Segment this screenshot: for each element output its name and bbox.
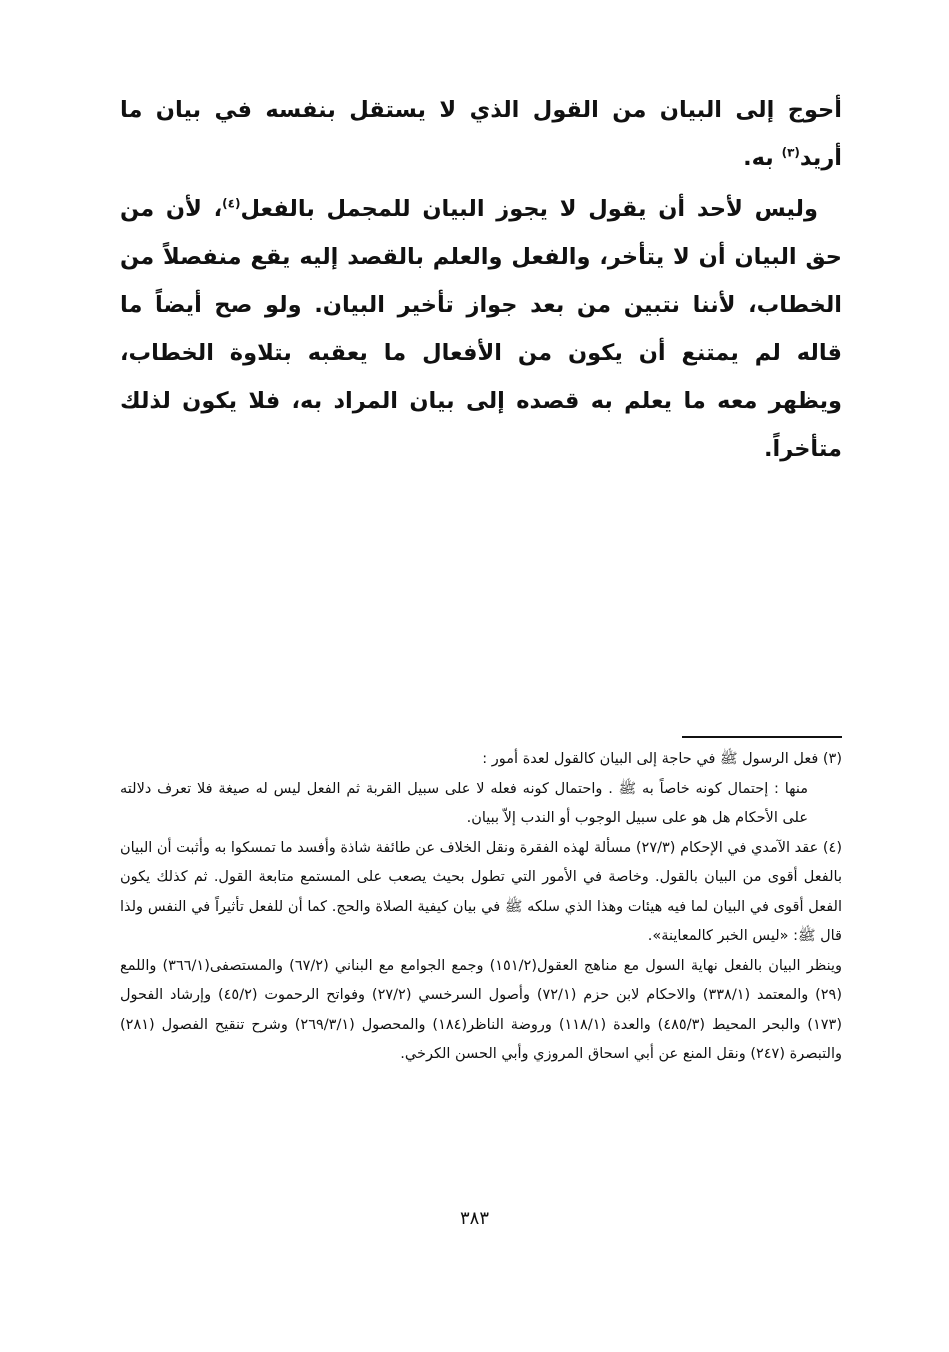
main-body-text [120,86,842,476]
paragraph-2 [120,185,842,473]
footnote-ref-3: (٣) [781,145,800,160]
footnote-separator [682,736,842,738]
footnote-4-body: (٤) عقد الآمدي في الإحكام (٢٧/٣) مسألة لهذه الفقرة ونقل الخلاف عن طائفة شاذة وأفسد ما تمسكوا به وأثبت أن البيان بالفعل أقوى من البيان بالقول. وخاصة في الأمور التي تطول بحيث يصعب على المستمع متابعة القول. ثم كذلك يكون الفعل أقوى في البيان لما فيه هيئات وهذا الذي سلكه ﷺ في بيان كيفية الصلاة والحج. كما أن للفعل تأثيراً في النفس ولذا قال ﷺ: «ليس الخبر كالمعاينة». [120,839,842,944]
footnotes-section [120,745,842,1070]
paragraph-1-end: به. [743,145,782,171]
paragraph-1 [120,86,842,182]
page-number: ٣٨٣ [459,1208,489,1229]
paragraph-2-start: وليس لأحد أن يقول لا يجوز البيان للمجمل بالفعل [240,196,818,222]
paragraph-1-text: أحوج إلى البيان من القول الذي لا يستقل بنفسه في بيان ما أريد [120,97,842,171]
footnote-4-references: وينظر البيان بالفعل نهاية السول مع مناهج العقول(١٥١/٢) وجمع الجوامع مع البناني (٦٧/٢) والمستصفى(٣٦٦/١) واللمع (٢٩) والمعتمد (٣٣٨/١) والاحكام لابن حزم (٧٢/١) وأصول السرخسي (٢٧/٢) وفواتح الرحموت (٤٥/٢) وإرشاد الفحول (١٧٣) والبحر المحيط (٤٨٥/٣) والعدة (١١٨/١) وروضة الناظر(١٨٤) والمحصول (٢٦٩/٣/١) وشرح تنقيح الفصول (٢٨١) والتبصرة (٢٤٧) ونقل المنع عن أبي اسحاق المروزي وأبي الحسن الكرخي. [120,957,843,1062]
paragraph-2-rest: ، لأن من حق البيان أن لا يتأخر، والفعل والعلم بالقصد إليه يقع منفصلاً من الخطاب، لأننا نتبين من بعد جواز تأخير البيان. ولو صح أيضاً ما قاله لم يمتنع أن يكون من الأفعال ما يعقبه بتلاوة الخطاب، ويظهر معه ما يعلم به قصده إلى بيان المراد به، فلا يكون لذلك متأخراً. [120,196,842,462]
footnote-3-body: منها : إحتمال كونه خاصاً به ﷺ . واحتمال كونه فعله لا على سبيل القربة ثم الفعل ليس له صيغة فلا تعرف دلالته على الأحكام هل هو على سبيل الوجوب أو الندب إلاّ ببيان. [120,780,808,826]
footnote-ref-4: (٤) [222,196,241,211]
footnote-3-title: (٣) فعل الرسول ﷺ في حاجة إلى البيان كالقول لعدة أمور : [482,751,842,767]
